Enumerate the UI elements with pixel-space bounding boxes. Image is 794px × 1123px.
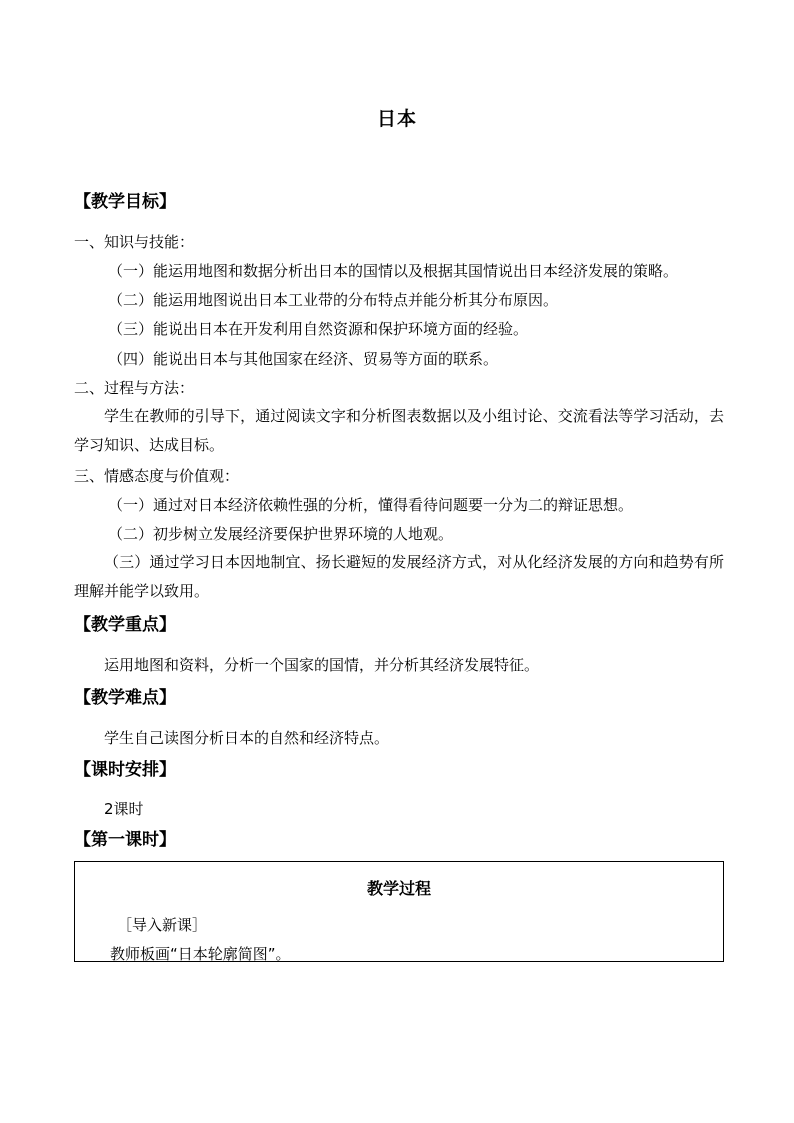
knowledge-item-2: （二）能运用地图说出日本工业带的分布特点并能分析其分布原因。: [108, 291, 559, 309]
knowledge-item-1: （一）能运用地图和数据分析出日本的国情以及根据其国情说出日本经济发展的策略。: [108, 262, 679, 280]
goals-heading: 【教学目标】: [74, 192, 176, 212]
knowledge-item-3: （三）能说出日本在开发利用自然资源和保护环境方面的经验。: [108, 320, 529, 338]
key-points-heading: 【教学重点】: [74, 615, 176, 635]
attitude-item-2: （二）初步树立发展经济要保护世界环境的人地观。: [108, 525, 454, 543]
section-attitudes-values: 三、情感态度与价值观：: [74, 467, 240, 485]
schedule-heading: 【课时安排】: [74, 760, 176, 780]
knowledge-item-4: （四）能说出日本与其他国家在经济、贸易等方面的联系。: [108, 350, 499, 368]
process-methods-text: 学生在教师的引导下，通过阅读文字和分析图表数据以及小组讨论、交流看法等学习活动，去学习知识、达成目标。: [74, 407, 724, 454]
difficulty-heading: 【教学难点】: [74, 688, 176, 708]
intro-label: ［导入新课］: [117, 916, 208, 934]
attitude-item-1: （一）通过对日本经济依赖性强的分析，懂得看待问题要一分为二的辩证思想。: [108, 496, 634, 514]
intro-text: 教师板画“日本轮廓简图”。: [110, 945, 291, 963]
section-process-methods: 二、过程与方法：: [74, 379, 195, 397]
section-knowledge-skills: 一、知识与技能：: [74, 233, 195, 251]
teaching-process-table: [74, 861, 724, 962]
key-points-text: 运用地图和资料，分析一个国家的国情，并分析其经济发展特征。: [104, 656, 540, 674]
lesson1-heading: 【第一课时】: [74, 830, 176, 850]
difficulty-text: 学生自己读图分析日本的自然和经济特点。: [104, 729, 390, 747]
document-title: 日本: [376, 108, 417, 130]
table-header: 教学过程: [366, 879, 431, 898]
attitude-item-3: （三）通过学习日本因地制宜、扬长避短的发展经济方式，对从化经济发展的方向和趋势有所理解并能学以致用。: [74, 553, 724, 600]
schedule-text: 2课时: [104, 800, 144, 818]
